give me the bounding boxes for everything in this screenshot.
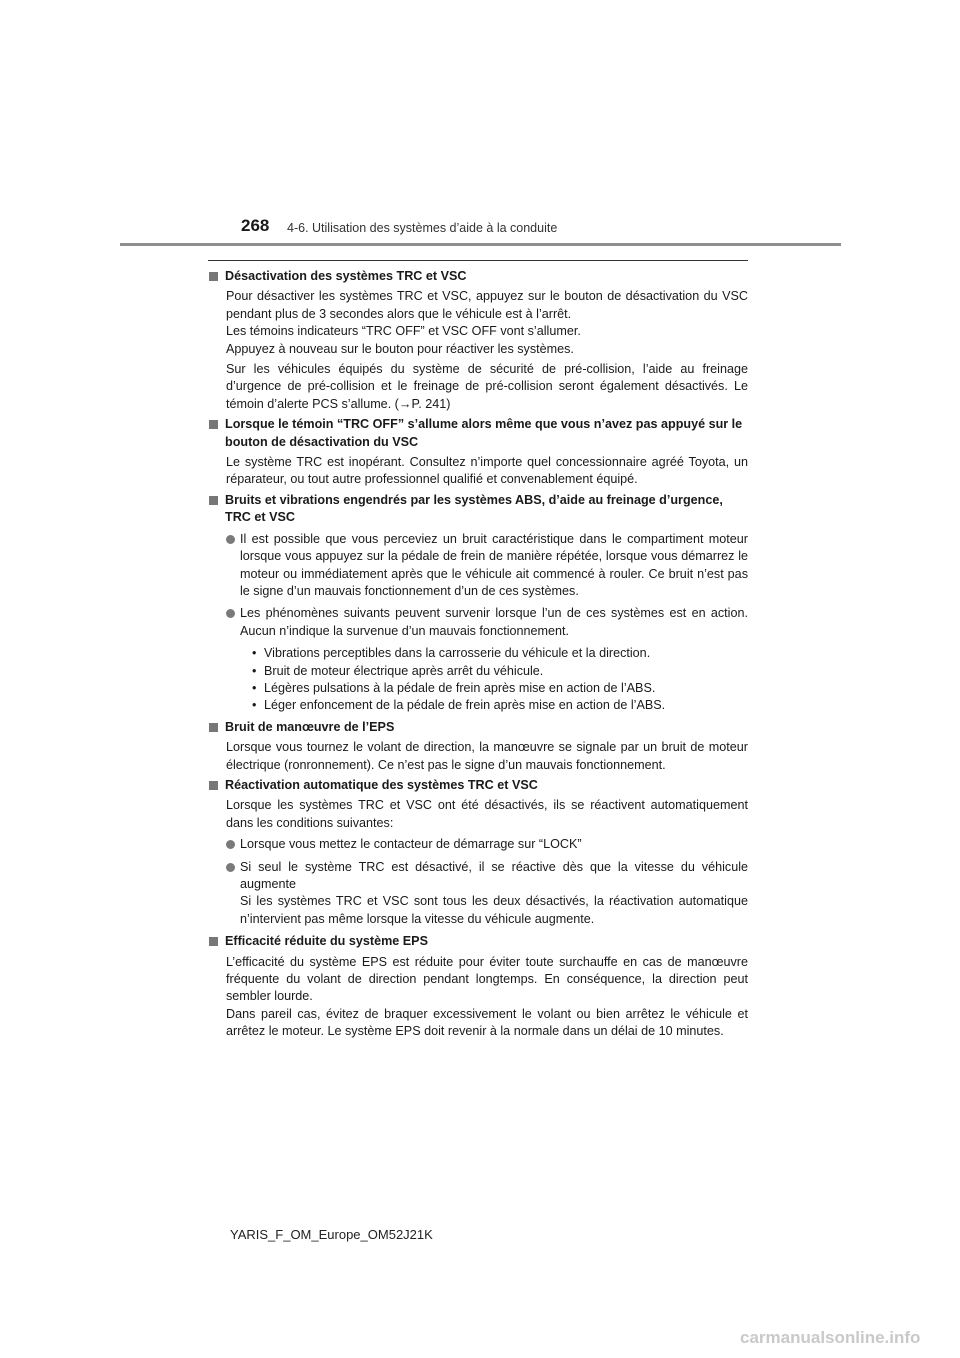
paragraph: L’efficacité du système EPS est réduite pour éviter toute surchauffe en cas de manœuvre fréquente du volant de direction pendant longtemps. En conséquence, la direction peut sembler lourde. Dans pareil cas, évitez de braquer excessivement le volant ou bien arrêtez le véhicule et arrêtez le moteur. Le système EPS doit revenir à la normale dans un délai de 10 minutes.	[226, 954, 748, 1039]
square-bullet-icon	[209, 937, 218, 946]
content-rule	[208, 260, 748, 261]
bullet-dot-icon: •	[252, 680, 257, 695]
square-bullet-icon	[209, 272, 218, 281]
chapter-title: 4-6. Utilisation des systèmes d’aide à la conduite	[287, 221, 558, 235]
list-item-text: Si seul le système TRC est désactivé, il se réactive dès que la vitesse du véhicule augmente Si les systèmes TRC et VSC sont tous les deux désactivés, la réactivation automatique n’intervient pas même lorsque la vitesse du véhicule augmente.	[240, 859, 748, 926]
header-rule	[120, 243, 841, 246]
sub-list-item-text: Légères pulsations à la pédale de frein après mise en action de l’ABS.	[264, 680, 656, 695]
footer-doc-code: YARIS_F_OM_Europe_OM52J21K	[230, 1227, 433, 1242]
square-bullet-icon	[209, 420, 218, 429]
section-title: Réactivation automatique des systèmes TRC et VSC	[225, 777, 538, 792]
sub-list-item-text: Vibrations perceptibles dans la carrosserie du véhicule et la direction.	[264, 646, 651, 661]
page-number: 268	[241, 216, 270, 235]
paragraph: Le système TRC est inopérant. Consultez n’importe quel concessionnaire agréé Toyota, un réparateur, ou tout autre professionnel qualifié et convenablement équipé.	[226, 455, 748, 487]
section-heading	[208, 416, 748, 451]
paragraph: Sur les véhicules équipés du système de sécurité de pré-collision, l’aide au freinage d’urgence de pré-collision et le freinage de pré-collision seront également désactivés. Le témoin d’alerte PCS s’allume. (→P. 241)	[226, 362, 748, 411]
sub-list-item	[208, 697, 748, 714]
section-heading	[208, 268, 748, 285]
paragraph: Lorsque les systèmes TRC et VSC ont été désactivés, ils se réactivent automatiquement dans les conditions suivantes:	[226, 798, 748, 830]
paragraph: Pour désactiver les systèmes TRC et VSC, appuyez sur le bouton de désactivation du VSC pendant plus de 3 secondes alors que le véhicule est à l’arrêt. Les témoins indicateurs “TRC OFF” et VSC OFF vont s’allumer. Appuyez à nouveau sur le bouton pour réactiver les systèmes.	[226, 289, 748, 356]
list-item-text: Il est possible que vous perceviez un bruit caractéristique dans le compartiment moteur lorsque vous appuyez sur la pédale de frein de manière répétée, lorsque vous démarrez le moteur ou immédiatement après que le véhicule ait commencé à rouler. Ce bruit n’est pas le signe d’un mauvais fonctionnement d’un de ces systèmes.	[240, 531, 748, 598]
section-title: Désactivation des systèmes TRC et VSC	[225, 269, 467, 283]
section-title: Efficacité réduite du système EPS	[225, 934, 428, 949]
watermark: carmanualsonline.info	[740, 1328, 921, 1347]
square-bullet-icon	[209, 496, 218, 505]
section-heading	[208, 492, 748, 527]
bullet-dot-icon: •	[252, 646, 257, 661]
section-title: Bruit de manœuvre de l’EPS	[225, 719, 395, 734]
list-item-text: Les phénomènes suivants peuvent survenir lorsque l’un de ces systèmes est en action. Aucun n’indique la survenue d’un mauvais fonctionnement.	[240, 606, 748, 638]
sub-list-item-text: Léger enfoncement de la pédale de frein après mise en action de l’ABS.	[264, 698, 666, 713]
list-item	[208, 836, 748, 853]
section-heading	[208, 933, 748, 950]
bullet-dot-icon: •	[252, 663, 257, 678]
section-title: Bruits et vibrations engendrés par les systèmes ABS, d’aide au freinage d’urgence, TRC et VSC	[225, 492, 723, 525]
sub-list-item	[208, 680, 748, 697]
sub-list-item-text: Bruit de moteur électrique après arrêt du véhicule.	[264, 663, 544, 678]
sub-list-item	[208, 645, 748, 662]
list-item	[208, 531, 748, 601]
content	[208, 266, 748, 1044]
bullet-dot-icon: •	[252, 698, 257, 713]
square-bullet-icon	[209, 723, 218, 732]
circle-bullet-icon	[226, 863, 235, 872]
list-item-text: Lorsque vous mettez le contacteur de démarrage sur “LOCK”	[240, 837, 582, 852]
circle-bullet-icon	[226, 840, 235, 849]
sub-list-item	[208, 663, 748, 680]
section-heading	[208, 719, 748, 736]
circle-bullet-icon	[226, 535, 235, 544]
list-item	[208, 605, 748, 640]
section-heading	[208, 777, 748, 794]
paragraph: Lorsque vous tournez le volant de direction, la manœuvre se signale par un bruit de moteur électrique (ronronnement). Ce n’est pas le signe d’un mauvais fonctionnement.	[226, 740, 748, 772]
section-title: Lorsque le témoin “TRC OFF” s’allume alors même que vous n’avez pas appuyé sur le bouton de désactivation du VSC	[225, 417, 743, 449]
circle-bullet-icon	[226, 609, 235, 618]
list-item	[208, 859, 748, 929]
square-bullet-icon	[209, 781, 218, 790]
